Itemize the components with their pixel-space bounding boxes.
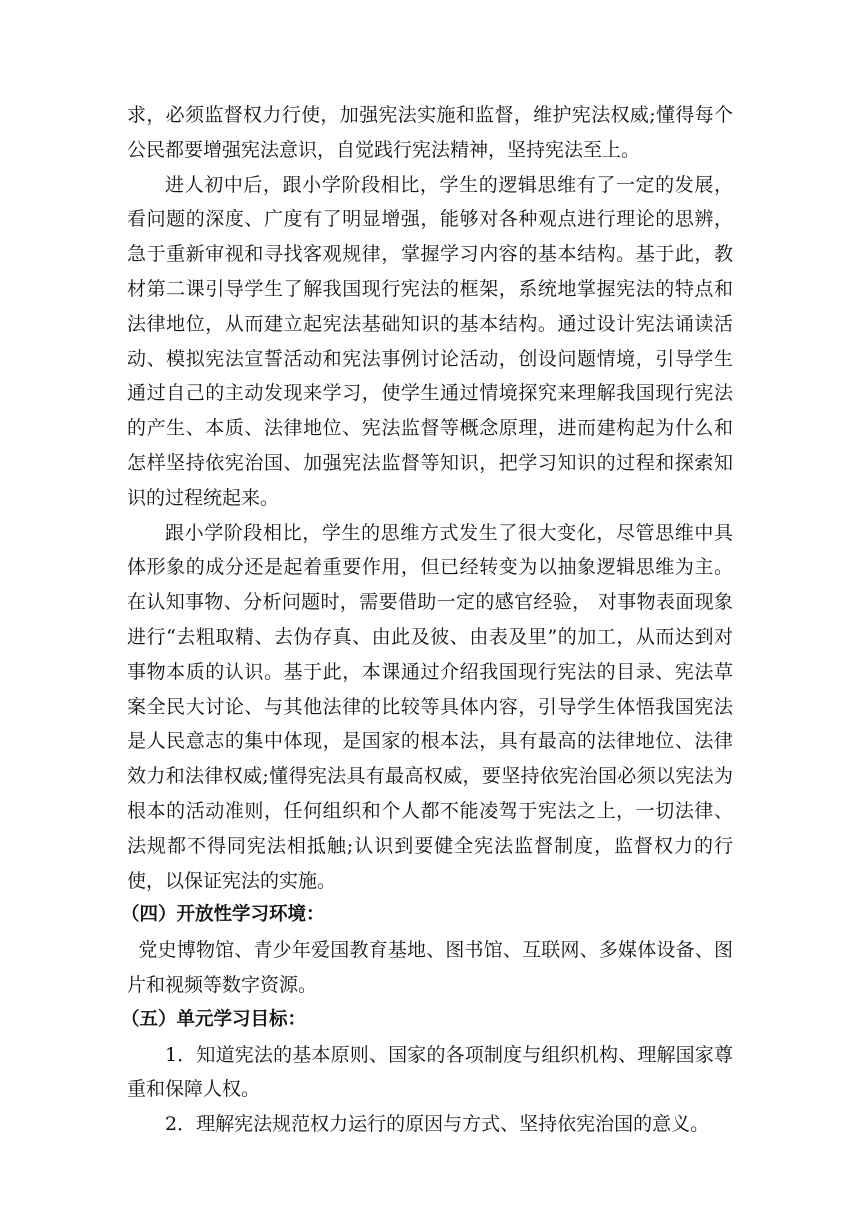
paragraph-constitution-authority: 求，必须监督权力行使，加强宪法实施和监督，维护宪法权威;懂得每个公民都要增强宪法意识，自觉践行宪法精神，坚持宪法至上。: [127, 104, 733, 161]
paragraph-learning-resources: 党史博物馆、青少年爱国教育基地、图书馆、互联网、多媒体设备、图片和视频等数字资源。: [127, 939, 733, 996]
goal-item-1: 1．知道宪法的基本原则、国家的各项制度与组织机构、理解国家尊重和保障人权。: [127, 1043, 733, 1101]
section-heading-open-learning-environment: （四）开放性学习环境：: [121, 904, 325, 926]
document-body: [121, 98, 733, 1142]
paragraph-thinking-style: 跟小学阶段相比，学生的思维方式发生了很大变化，尽管思维中具体形象的成分还是起着重要作用，但已经转变为以抽象逻辑思维为主。在认知事物、分析问题时，需要借助一定的感官经验， 对事物表面现象进行“去粗取精、去伪存真、由此及彼、由表及里”的加工，从而达到对事物本质的认识。基于此，本课通过介绍我国现行宪法的目录、宪法草案全民大讨论、与其他法律的比较等具体内容，引导学生体悟我国宪法是人民意志的集中体现，是国家的根本法，具有最高的法律地位、法律效力和法律权威;懂得宪法具有最高权威，要坚持依宪治国必须以宪法为根本的活动准则，任何组织和个人都不能凌驾于宪法之上，一切法律、法规都不得同宪法相抵触;认识到要健全宪法监督制度，监督权力的行使，以保证宪法的实施。: [127, 521, 733, 892]
goal-item-2: 2．理解宪法规范权力运行的原因与方式、坚持依宪治国的意义。: [165, 1113, 710, 1136]
paragraph-logical-thinking: 进人初中后，跟小学阶段相比，学生的逻辑思维有了一定的发展，看问题的深度、广度有了明显增强，能够对各种观点进行理论的思辨，急于重新审视和寻找客观规律，掌握学习内容的基本结构。基于此，教材第二课引导学生了解我国现行宪法的框架，系统地掌握宪法的特点和法律地位，从而建立起宪法基础知识的基本结构。通过设计宪法诵读活动、模拟宪法宣誓活动和宪法事例讨论活动，创设问题情境，引导学生通过自己的主动发现来学习，使学生通过情境探究来理解我国现行宪法的产生、本质、法律地位、宪法监督等概念原理，进而建构起为什么和怎样坚持依宪治国、加强宪法监督等知识，把学习知识的过程和探索知识的过程统起来。: [127, 173, 733, 509]
section-heading-unit-learning-goals: （五）单元学习目标：: [121, 1008, 307, 1030]
